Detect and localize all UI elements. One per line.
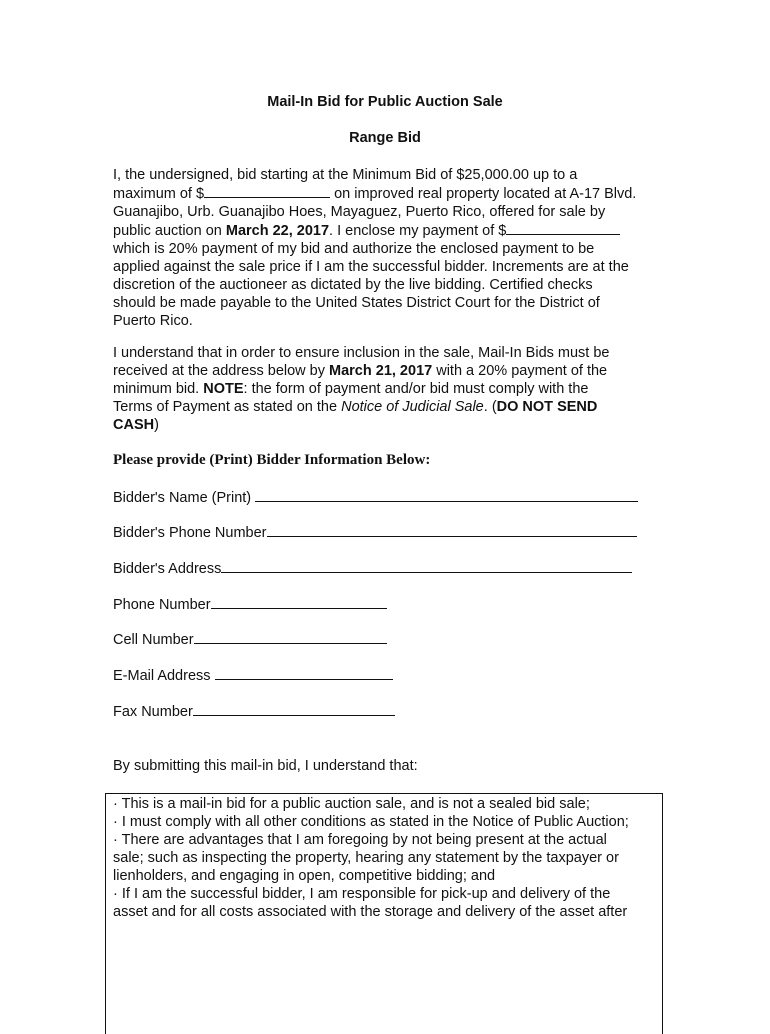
term-item: · This is a mail-in bid for a public auction sale, and is not a sealed bid sale; (113, 796, 590, 812)
fax-number-field: Fax Number (113, 702, 395, 720)
bidder-name-line[interactable] (255, 488, 638, 502)
deadline-paragraph (113, 344, 661, 434)
maximum-bid-blank[interactable] (204, 184, 330, 198)
bidder-info-heading: Please provide (Print) Bidder Information Below: (113, 452, 431, 468)
email-address-line[interactable] (215, 666, 393, 680)
deadline-line: Terms of Payment as stated on the Notice of Judicial Sale. (DO NOT SEND (113, 399, 598, 415)
terms-list (113, 795, 661, 921)
bid-line: Puerto Rico. (113, 313, 193, 329)
document-title: Mail-In Bid for Public Auction Sale (267, 94, 503, 110)
bidder-name-field: Bidder's Name (Print) (113, 488, 638, 506)
phone-number-field: Phone Number (113, 595, 387, 613)
bid-line: applied against the sale price if I am the successful bidder. Increments are at the (113, 259, 629, 275)
deadline-line: received at the address below by March 21, 2017 with a 20% payment of the (113, 363, 608, 379)
bid-line: public auction on March 22, 2017. I enclose my payment of $ (113, 221, 661, 240)
term-item-cont: sale; such as inspecting the property, hearing any statement by the taxpayer or (113, 850, 619, 866)
understand-statement: By submitting this mail-in bid, I understand that: (113, 758, 418, 774)
bid-line: which is 20% payment of my bid and authorize the enclosed payment to be (113, 241, 595, 257)
document-subtitle: Range Bid (349, 130, 421, 146)
bidder-phone-line[interactable] (267, 523, 637, 537)
bid-paragraph (113, 166, 661, 330)
term-item-cont: lienholders, and engaging in open, competitive bidding; and (113, 868, 496, 884)
bidder-address-line[interactable] (221, 559, 632, 573)
deadline-date: March 21, 2017 (329, 363, 433, 379)
term-item-cont: asset and for all costs associated with the storage and delivery of the asset after (113, 904, 628, 920)
deadline-line: CASH) (113, 417, 159, 433)
bid-line: discretion of the auctioneer as dictated by the live bidding. Certified checks (113, 277, 593, 293)
cell-number-line[interactable] (194, 630, 387, 644)
fax-number-line[interactable] (193, 702, 395, 716)
auction-date: March 22, 2017 (225, 223, 330, 239)
bid-line: I, the undersigned, bid starting at the Minimum Bid of $25,000.00 up to a (113, 167, 578, 183)
bidder-phone-field: Bidder's Phone Number (113, 523, 637, 541)
notice-title: Notice of Judicial Sale (341, 399, 484, 415)
bid-line: should be made payable to the United States District Court for the District of (113, 295, 600, 311)
note-label: NOTE (203, 381, 244, 397)
term-item: · If I am the successful bidder, I am responsible for pick-up and delivery of the (113, 886, 611, 902)
deadline-line: minimum bid. NOTE: the form of payment and/or bid must comply with the (113, 381, 589, 397)
bid-line: Guanajibo, Urb. Guanajibo Hoes, Mayaguez, Puerto Rico, offered for sale by (113, 204, 606, 220)
bidder-address-field: Bidder's Address (113, 559, 632, 577)
term-item: · There are advantages that I am foregoing by not being present at the actual (113, 832, 607, 848)
phone-number-line[interactable] (211, 595, 387, 609)
cell-number-field: Cell Number (113, 630, 387, 648)
payment-amount-blank[interactable] (506, 221, 620, 235)
deadline-line: I understand that in order to ensure inclusion in the sale, Mail-In Bids must be (113, 345, 610, 361)
email-address-field: E-Mail Address (113, 666, 393, 684)
term-item: · I must comply with all other conditions as stated in the Notice of Public Auction; (113, 814, 629, 830)
bid-line: maximum of $ on improved real property located at A-17 Blvd. (113, 186, 637, 202)
